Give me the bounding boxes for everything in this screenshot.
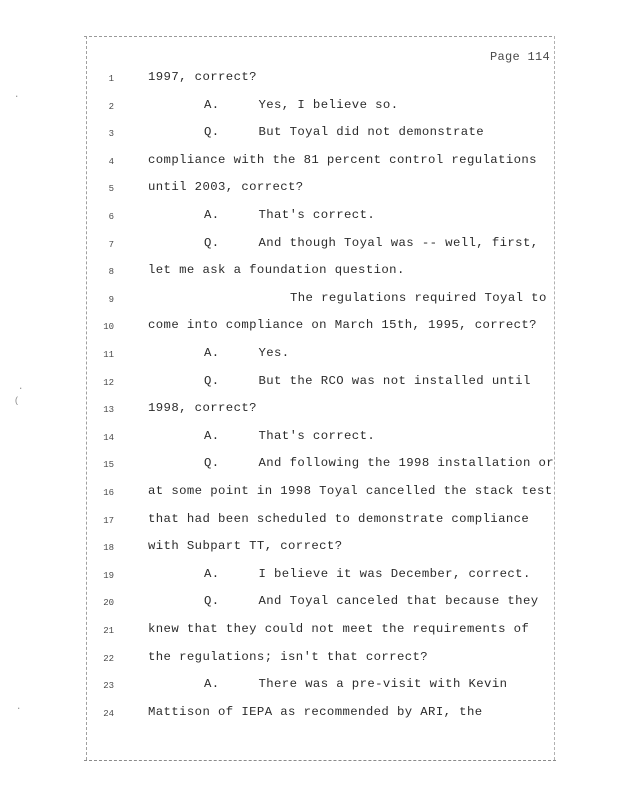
transcript-line bbox=[0, 429, 618, 449]
line-text: A. That's correct. bbox=[204, 208, 376, 222]
transcript-line bbox=[0, 208, 618, 228]
line-number: 14 bbox=[103, 432, 114, 443]
transcript-line bbox=[0, 705, 618, 725]
transcript-line bbox=[0, 456, 618, 476]
transcript-line bbox=[0, 318, 618, 338]
line-number: 9 bbox=[108, 294, 114, 305]
line-number: 15 bbox=[103, 460, 114, 471]
line-text: at some point in 1998 Toyal cancelled the stack test bbox=[148, 484, 553, 498]
line-number: 24 bbox=[103, 708, 114, 719]
line-text: compliance with the 81 percent control regulations bbox=[148, 152, 537, 167]
line-number: 7 bbox=[108, 239, 114, 250]
line-number: 18 bbox=[103, 543, 114, 554]
transcript-line bbox=[0, 263, 618, 283]
line-number: 22 bbox=[103, 653, 114, 664]
line-number: 23 bbox=[103, 681, 114, 692]
line-number: 12 bbox=[103, 377, 114, 388]
line-number: 10 bbox=[103, 322, 114, 333]
transcript-line bbox=[0, 374, 618, 394]
scan-speck: ( bbox=[14, 396, 20, 406]
line-number: 13 bbox=[103, 405, 114, 416]
transcript-line bbox=[0, 180, 618, 200]
transcript-line bbox=[0, 291, 618, 311]
line-text: that had been scheduled to demonstrate compliance bbox=[148, 511, 530, 526]
transcript-line bbox=[0, 98, 618, 118]
line-text: The regulations required Toyal to bbox=[290, 290, 547, 305]
transcript-line bbox=[0, 622, 618, 642]
line-number: 21 bbox=[103, 626, 114, 636]
scan-speck: · bbox=[16, 704, 22, 714]
transcript-line bbox=[0, 401, 618, 421]
line-number: 16 bbox=[103, 488, 114, 498]
line-text: A. Yes. bbox=[204, 346, 290, 360]
page-border-top bbox=[84, 36, 552, 37]
line-number: 5 bbox=[108, 184, 114, 195]
line-text: A. Yes, I believe so. bbox=[204, 97, 399, 112]
transcript-line bbox=[0, 567, 618, 587]
line-number: 17 bbox=[103, 515, 114, 526]
transcript-line bbox=[0, 512, 618, 532]
line-number: 2 bbox=[108, 101, 114, 112]
line-text: A. There was a pre-visit with Kevin bbox=[204, 677, 508, 692]
line-text: 1998, correct? bbox=[148, 401, 257, 416]
transcript-line bbox=[0, 125, 618, 145]
line-number: 19 bbox=[103, 570, 114, 581]
transcript-line bbox=[0, 153, 618, 173]
transcript-line bbox=[0, 650, 618, 670]
transcript-line bbox=[0, 346, 618, 366]
line-number: 6 bbox=[108, 212, 114, 222]
page-number: Page 114 bbox=[490, 50, 551, 64]
line-text: Mattison of IEPA as recommended by ARI, the bbox=[148, 704, 483, 719]
transcript-line bbox=[0, 70, 618, 90]
line-text: Q. But Toyal did not demonstrate bbox=[204, 125, 485, 140]
page-border-bottom bbox=[84, 760, 556, 761]
line-text: until 2003, correct? bbox=[148, 180, 304, 195]
line-text: the regulations; isn't that correct? bbox=[148, 649, 429, 664]
line-text: with Subpart TT, correct? bbox=[148, 539, 343, 554]
line-number: 1 bbox=[108, 74, 114, 84]
transcript-line bbox=[0, 236, 618, 256]
transcript-line bbox=[0, 484, 618, 504]
scan-speck: · bbox=[14, 92, 20, 102]
line-text: Q. And though Toyal was -- well, first, bbox=[204, 235, 539, 250]
line-number: 20 bbox=[103, 598, 114, 609]
scan-speck: · bbox=[18, 384, 24, 394]
line-text: Q. And following the 1998 installation or bbox=[204, 456, 555, 471]
line-text: Q. But the RCO was not installed until bbox=[204, 373, 531, 388]
line-text: 1997, correct? bbox=[148, 70, 257, 84]
line-text: A. I believe it was December, correct. bbox=[204, 566, 531, 581]
line-number: 3 bbox=[108, 129, 114, 140]
line-number: 8 bbox=[108, 267, 114, 278]
line-text: A. That's correct. bbox=[204, 428, 376, 443]
line-text: knew that they could not meet the requirements of bbox=[148, 622, 530, 636]
line-text: come into compliance on March 15th, 1995, correct? bbox=[148, 318, 537, 333]
line-number: 11 bbox=[103, 350, 114, 360]
transcript-line bbox=[0, 539, 618, 559]
transcript-line bbox=[0, 594, 618, 614]
line-text: Q. And Toyal canceled that because they bbox=[204, 594, 539, 609]
transcript-line bbox=[0, 677, 618, 697]
line-text: let me ask a foundation question. bbox=[148, 263, 405, 278]
line-number: 4 bbox=[108, 156, 114, 167]
